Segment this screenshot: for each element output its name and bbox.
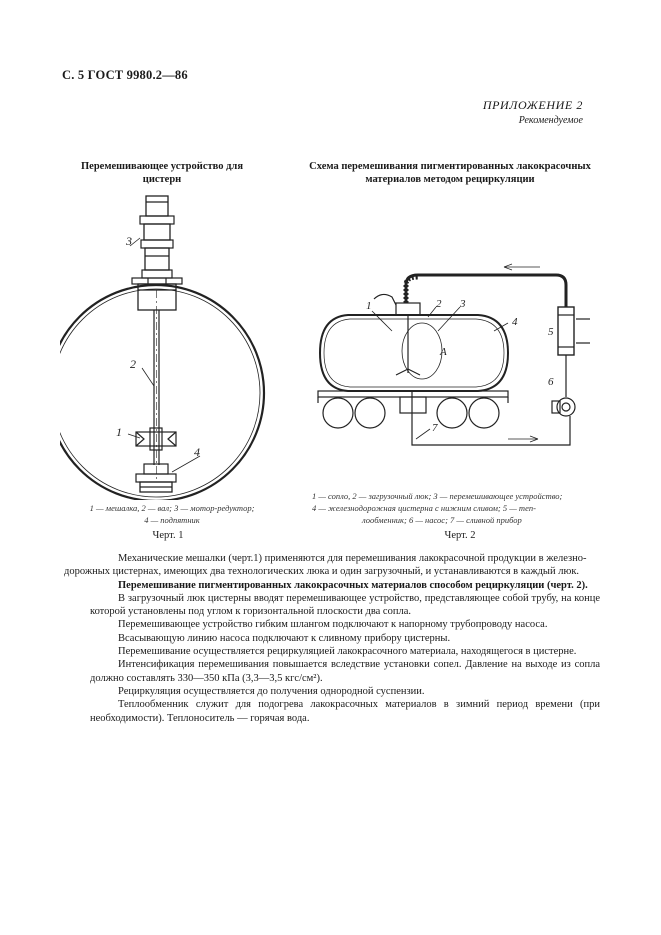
- appendix-title: ПРИЛОЖЕНИЕ 2: [482, 98, 583, 112]
- figure2-drawing: [308, 255, 608, 455]
- page-header: С. 5 ГОСТ 9980.2—86: [62, 68, 188, 82]
- figure2-label-1: 1: [366, 300, 372, 312]
- figure2-label-3: 3: [460, 298, 466, 310]
- figure2-title-line2: материалов методом рециркуляции: [365, 174, 535, 185]
- figure1-caption: [62, 502, 282, 526]
- paragraph-1a: Механические мешалки (черт.1) применяются для перемешивания лакокрасочной продукции в железно-: [118, 553, 587, 564]
- figure1-caption-line1: 1 — мешалка, 2 — вал; 3 — мотор-редуктор;: [89, 503, 255, 513]
- figure1-title-line1: Перемешивающее устройство для: [81, 161, 243, 172]
- figure2-label-5: 5: [548, 326, 554, 338]
- figure1-label-1: 1: [116, 425, 122, 439]
- paragraph-8: Рециркуляция осуществляется до получения однородной суспензии.: [118, 685, 425, 697]
- figure2-label-6: 6: [548, 376, 554, 388]
- figure1-label-4: 4: [194, 445, 200, 459]
- paragraph-5: Всасывающую линию насоса подключают к сливному прибору цистерны.: [118, 632, 451, 644]
- figure1-label-2: 2: [130, 357, 136, 371]
- figure1-label-3: 3: [126, 234, 132, 248]
- paragraph-3: В загрузочный люк цистерны вводят перемешивающее устройство, представляющее собой трубу, на конце которой установлены под углом к горизонтальной плоскости два сопла.: [90, 592, 600, 618]
- appendix-subtitle: Рекомендуемое: [518, 115, 583, 126]
- figure2-name: Черт. 2: [444, 530, 476, 541]
- figure2-label-2: 2: [436, 298, 442, 310]
- appendix-label: [483, 98, 583, 126]
- figure2-label-7: 7: [432, 422, 438, 434]
- figure1-title: [62, 160, 262, 186]
- paragraph-7: Интенсификация перемешивания повышается вследствие установки сопел. Давление на выходе из сопла должно составлять 330—350 кПа (3,3—3,5 кгс/см²).: [90, 659, 600, 684]
- paragraph-1b: дорожных цистернах, имеющих два технологических люка и один загрузочный, и устанавливаются в каждый люк.: [64, 566, 580, 578]
- figure2-caption-line1: 1 — сопло, 2 — загрузочный люк; 3 — перемешивающее устройство;: [312, 491, 563, 501]
- figure2-caption-line3: лообменник; 6 — насос; 7 — сливной прибор: [362, 515, 522, 525]
- paragraph-4: Перемешивающее устройство гибким шлангом подключают к напорному трубопроводу насоса.: [118, 619, 548, 631]
- figure2-caption-line2: 4 — железнодорожная цистерна с нижним сливом; 5 — теп-: [312, 503, 536, 513]
- figure2-title: [300, 160, 600, 186]
- figure2-title-line1: Схема перемешивания пигментированных лакокрасочных: [309, 161, 591, 172]
- paragraph-6: Перемешивание осуществляется рециркуляцией лакокрасочного материала, находящегося в цистерне.: [118, 646, 577, 658]
- figure1-drawing: [60, 190, 300, 500]
- body-text: [64, 552, 600, 725]
- figure2-label-4: 4: [512, 316, 518, 328]
- figure1-name: Черт. 1: [152, 530, 184, 541]
- paragraph-9: Теплообменник служит для подогрева лакокрасочных материалов в зимний период времени (при необходимости). Теплоноситель — горячая вода.: [90, 699, 600, 724]
- figure2-caption: [312, 490, 602, 526]
- figure2-label-a: А: [440, 346, 447, 358]
- figure1-caption-line2: 4 — подпятник: [144, 515, 200, 525]
- paragraph-heading-recirculation: Перемешивание пигментированных лакокрасочных материалов способом рециркуляции (черт. 2).: [118, 579, 588, 591]
- figure1-title-line2: цистерн: [142, 174, 182, 185]
